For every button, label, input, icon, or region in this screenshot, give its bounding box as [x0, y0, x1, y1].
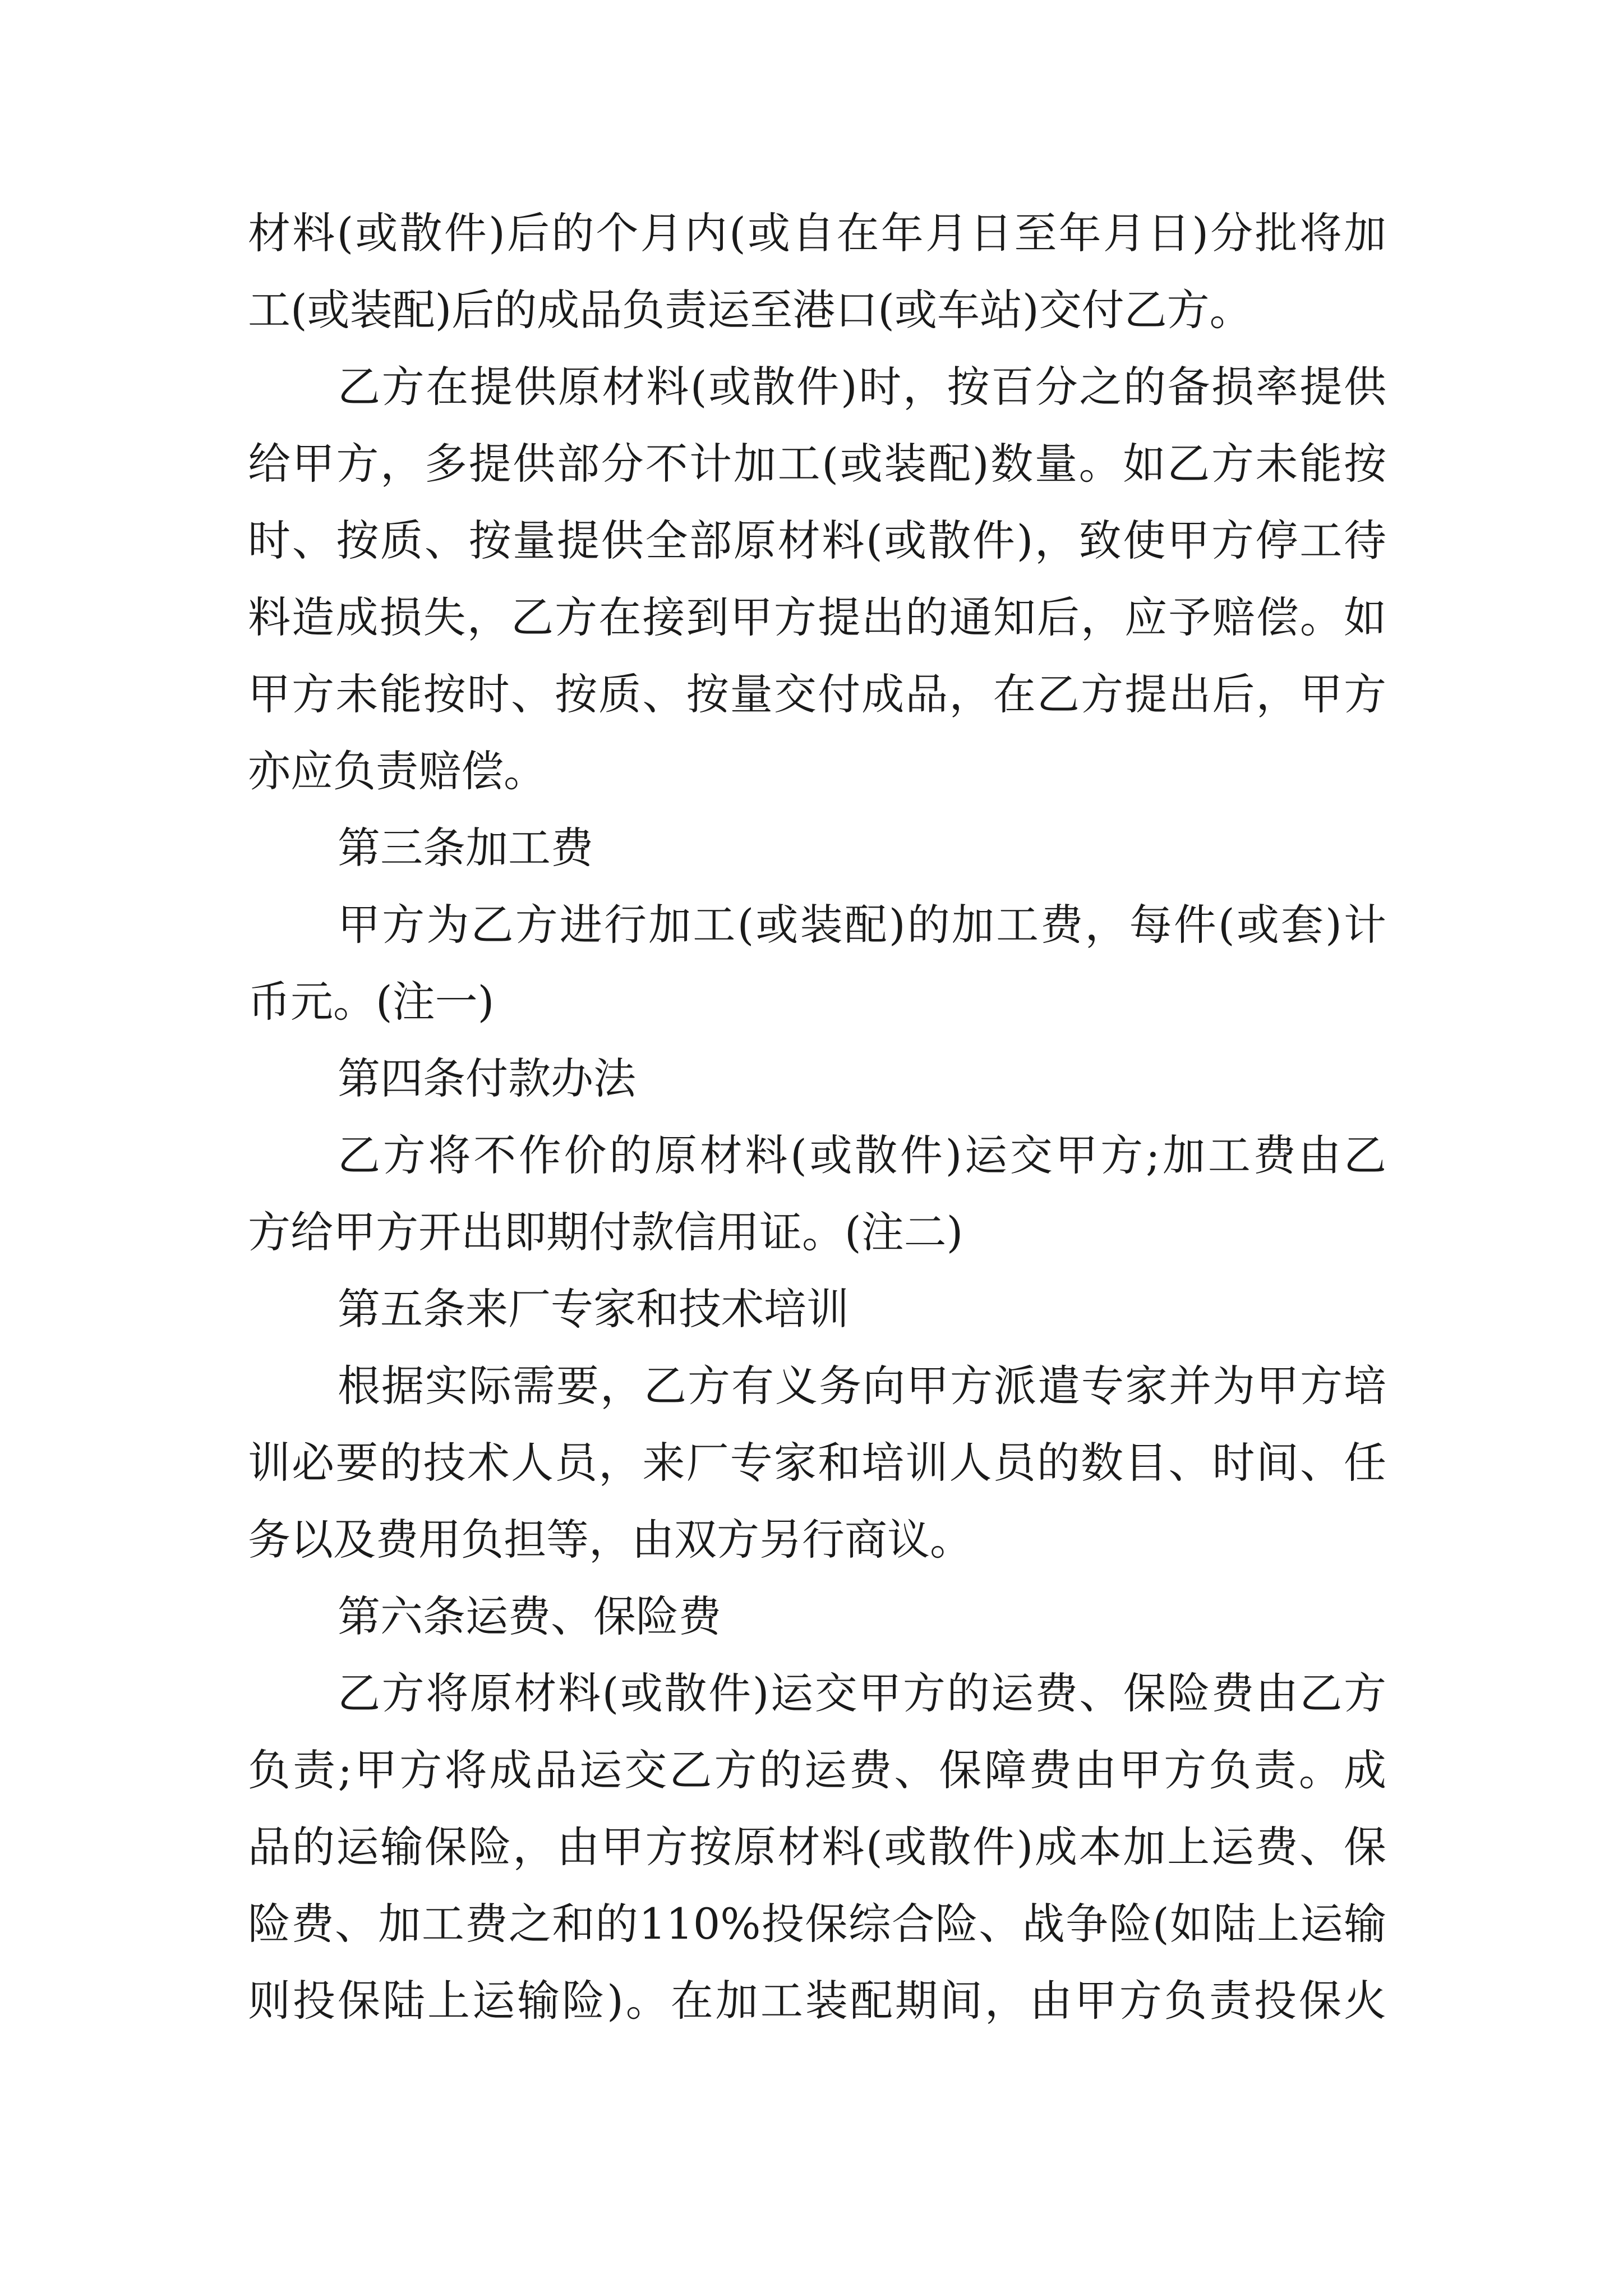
section-heading: 第三条加工费	[338, 823, 593, 873]
body-line: 务以及费用负担等，由双方另行商议。	[248, 1515, 972, 1565]
body-line: 给甲方，多提供部分不计加工(或装配)数量。如乙方未能按	[248, 439, 1386, 489]
body-line: 方给甲方开出即期付款信用证。(注二)	[248, 1207, 963, 1257]
body-line: 币元。(注一)	[248, 977, 495, 1027]
body-line: 工(或装配)后的成品负责运至港口(或车站)交付乙方。	[248, 285, 1252, 335]
section-heading: 第六条运费、保险费	[338, 1591, 721, 1641]
body-line: 材料(或散件)后的个月内(或自在年月日至年月日)分批将加	[248, 208, 1386, 258]
body-line: 训必要的技术人员，来厂专家和培训人员的数目、时间、任	[248, 1438, 1386, 1488]
body-line: 根据实际需要，乙方有义务向甲方派遣专家并为甲方培	[338, 1361, 1386, 1411]
body-line: 则投保陆上运输险)。在加工装配期间，由甲方负责投保火	[248, 1976, 1386, 2026]
body-line: 品的运输保险，由甲方按原材料(或散件)成本加上运费、保	[248, 1822, 1386, 1872]
body-line: 乙方在提供原材料(或散件)时，按百分之的备损率提供	[338, 362, 1386, 412]
body-line: 甲方为乙方进行加工(或装配)的加工费，每件(或套)计	[338, 900, 1386, 950]
body-line: 时、按质、按量提供全部原材料(或散件)，致使甲方停工待	[248, 516, 1386, 565]
body-line: 负责;甲方将成品运交乙方的运费、保障费由甲方负责。成	[248, 1745, 1386, 1795]
body-line: 甲方未能按时、按质、按量交付成品，在乙方提出后，甲方	[248, 669, 1386, 719]
body-line: 险费、加工费之和的110%投保综合险、战争险(如陆上运输	[248, 1899, 1386, 1949]
section-heading: 第五条来厂专家和技术培训	[338, 1284, 849, 1334]
body-line: 亦应负责赔偿。	[248, 746, 546, 796]
section-heading: 第四条付款办法	[338, 1053, 636, 1103]
body-line: 乙方将原材料(或散件)运交甲方的运费、保险费由乙方	[338, 1668, 1386, 1718]
body-line: 料造成损失，乙方在接到甲方提出的通知后，应予赔偿。如	[248, 592, 1386, 642]
body-line: 乙方将不作价的原材料(或散件)运交甲方;加工费由乙	[338, 1130, 1386, 1180]
